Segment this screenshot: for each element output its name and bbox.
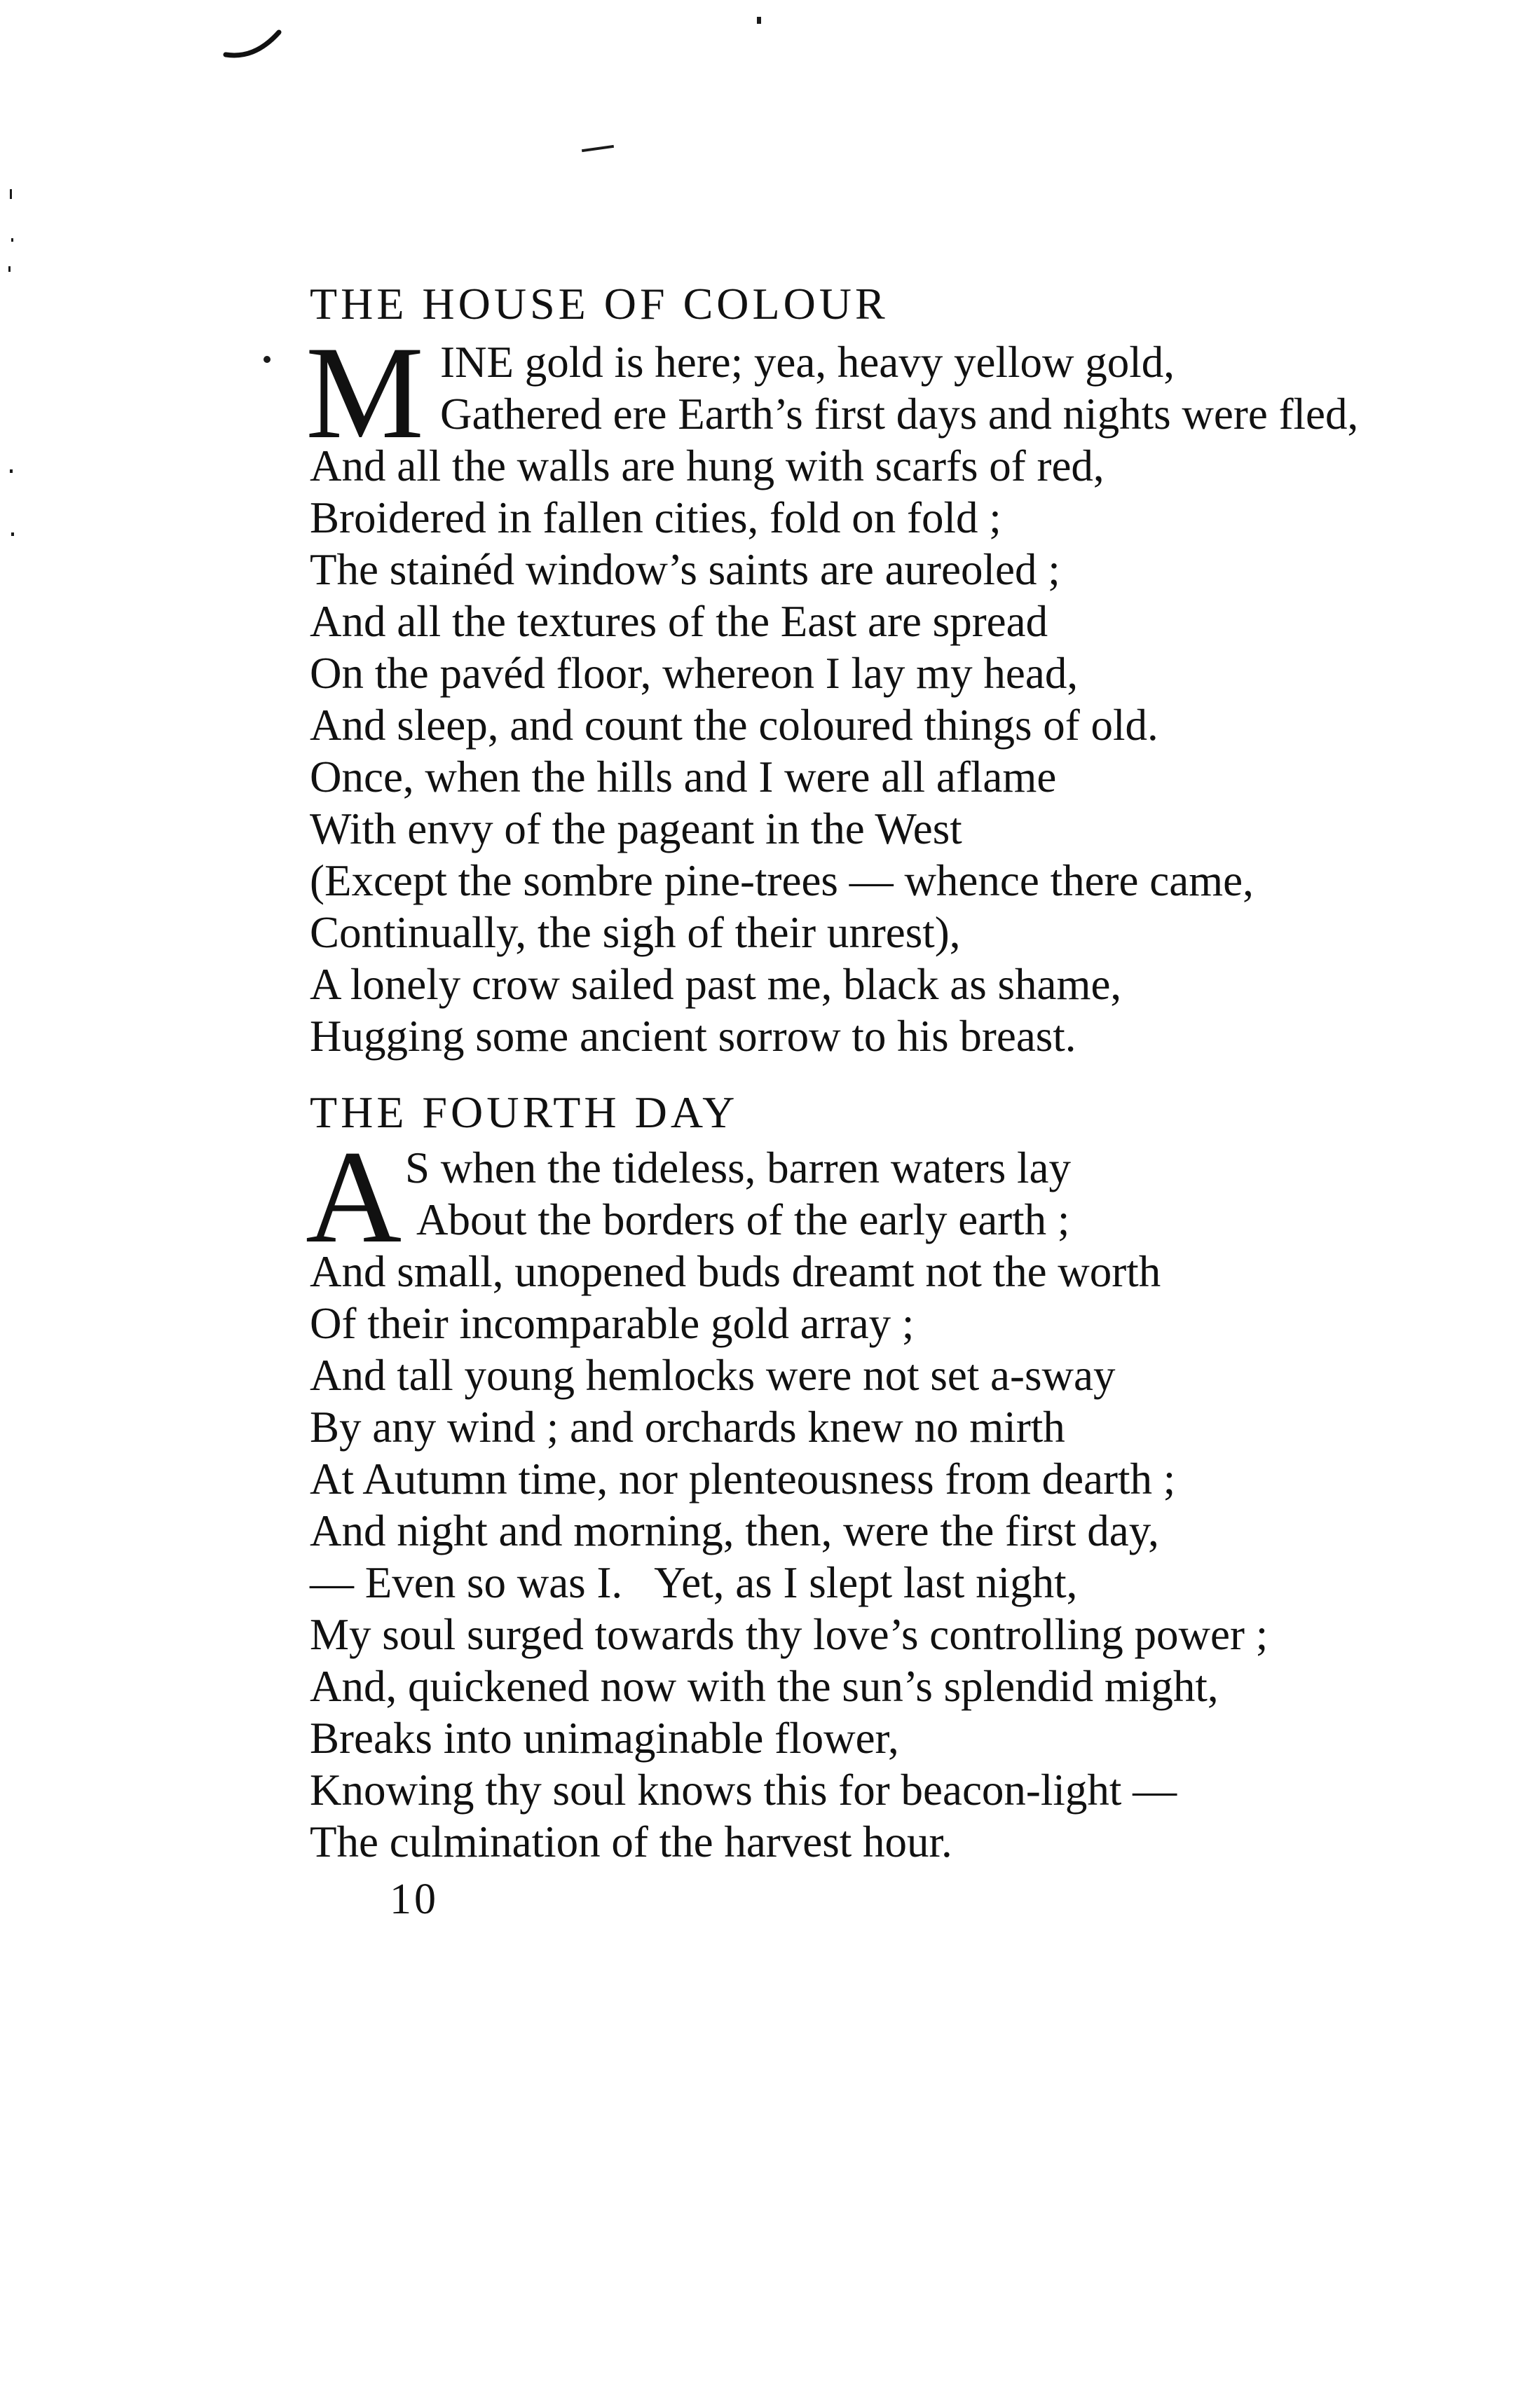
scan-dot <box>8 266 11 272</box>
poem-line: And small, unopened buds dreamt not the worth <box>310 1247 1161 1296</box>
scan-dot <box>11 532 14 536</box>
poem-line: The culmination of the harvest hour. <box>310 1817 952 1866</box>
scan-dash <box>582 145 614 152</box>
poem-line: Once, when the hills and I were all aflame <box>310 752 1057 801</box>
poem-line: Broidered in fallen cities, fold on fold ; <box>310 493 1001 542</box>
poem-line: — Even so was I. Yet, as I slept last night, <box>310 1558 1078 1607</box>
poem-line: Of their incomparable gold array ; <box>310 1299 915 1348</box>
scan-dot <box>10 189 12 199</box>
poem-line: And night and morning, then, were the first day, <box>310 1506 1159 1555</box>
poem-line: Knowing thy soul knows this for beacon-light — <box>310 1766 1177 1815</box>
poem-line: Breaks into unimaginable flower, <box>310 1714 899 1763</box>
poem-line: INE gold is here; yea, heavy yellow gold, <box>440 338 1175 387</box>
poem-line: Hugging some ancient sorrow to his breast. <box>310 1012 1076 1061</box>
dropcap: M <box>306 319 424 467</box>
poem-line: By any wind ; and orchards knew no mirth <box>310 1403 1065 1452</box>
poem-line: At Autumn time, nor plenteousness from dearth ; <box>310 1454 1176 1504</box>
dropcap: A <box>306 1124 402 1271</box>
poem-line: And tall young hemlocks were not set a-sway <box>310 1351 1116 1400</box>
page-number: 10 <box>390 1876 439 1923</box>
poem-line: (Except the sombre pine-trees — whence there came, <box>310 856 1254 905</box>
scan-dot <box>11 238 13 242</box>
poem-line: S when the tideless, barren waters lay <box>405 1143 1071 1192</box>
poem-title: THE FOURTH DAY <box>310 1087 739 1137</box>
poem-line: My soul surged towards thy love’s controlling power ; <box>310 1610 1269 1659</box>
poem-line: A lonely crow sailed past me, black as shame, <box>310 960 1122 1009</box>
poem-line: And, quickened now with the sun’s splendid might, <box>310 1662 1219 1711</box>
scan-mark-top-left <box>223 27 286 62</box>
poem-line: With envy of the pageant in the West <box>310 804 962 853</box>
poem-line: Continually, the sigh of their unrest), <box>310 908 961 957</box>
poem-line: On the pavéd floor, whereon I lay my head, <box>310 649 1079 698</box>
scan-dot <box>757 17 761 24</box>
poem-body <box>310 1142 1487 1868</box>
poem-line: About the borders of the early earth ; <box>416 1195 1070 1244</box>
scan-dot <box>10 469 13 473</box>
poem-line: The stainéd window’s saints are aureoled ; <box>310 545 1060 594</box>
bullet-mark <box>264 356 271 363</box>
poem-line: And all the textures of the East are spread <box>310 597 1048 646</box>
poem-line: And sleep, and count the coloured things of old. <box>310 701 1158 750</box>
poem-title: THE HOUSE OF COLOUR <box>310 279 889 329</box>
poem-line: Gathered ere Earth’s first days and nights were fled, <box>440 390 1359 439</box>
poem-body <box>310 336 1487 1062</box>
poem-line: And all the walls are hung with scarfs of red, <box>310 441 1105 490</box>
